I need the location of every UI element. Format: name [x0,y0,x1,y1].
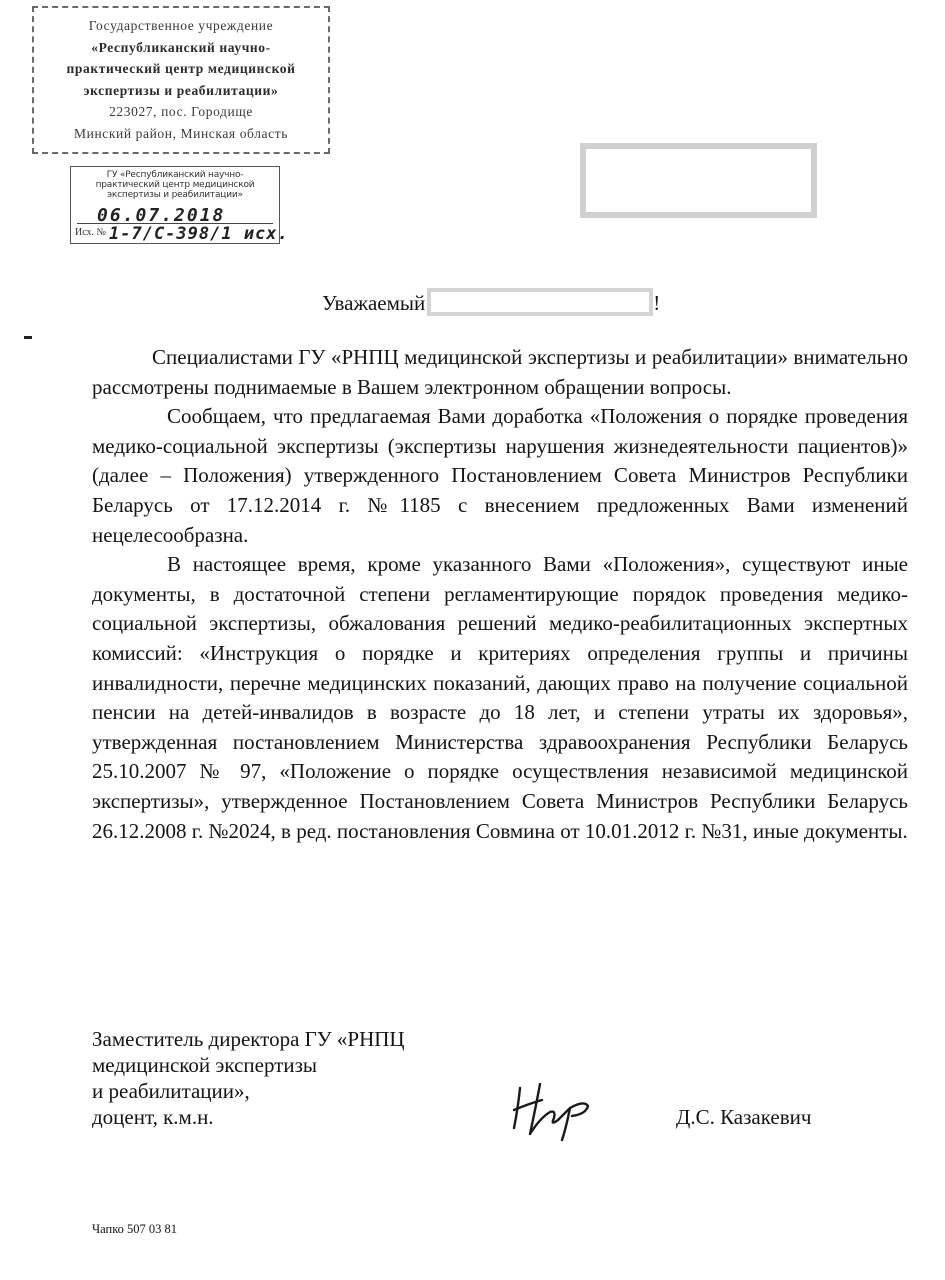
redacted-name [427,288,653,316]
greeting-suffix: ! [653,291,661,315]
registration-stamp-header [71,167,279,200]
registration-stamp [70,166,289,244]
letterhead-line: экспертизы и реабилитации» [83,82,279,98]
signer-position-line: доцент, к.м.н. [92,1105,214,1129]
letterhead-line: практический центр медицинской [66,61,296,76]
paragraph-2: Сообщаем, что предлагаемая Вами доработка «Положения о порядке проведения медико-социальной экспертизы (экспертизы нарушения жизнедеятельности пациентов)» (далее – Положения) утвержденного Постановлением Совета Министров Республики Беларусь от 17.12.2014 г. №1185 с внесением предложенных Вами изменений нецелесообразна. [92,404,908,547]
outgoing-number: 1-7/С-398/1 исх. [109,224,289,244]
letterhead-line: 223027, пос. Городище [109,104,253,119]
signer-position-line: медицинской экспертизы [92,1053,318,1077]
signer-position [92,1026,405,1130]
scan-speck [24,336,32,339]
letterhead-line: «Республиканский научно- [91,39,271,55]
handwritten-signature [500,1078,600,1144]
letterhead-stamp [32,6,330,154]
registration-date: 06.07.2018 [97,205,226,226]
letterhead-line: Государственное учреждение [88,18,274,33]
signer-position-line: и реабилитации», [92,1079,250,1103]
greeting-prefix: Уважаемый [322,291,426,315]
redacted-addressee-block [580,143,817,218]
registration-stamp-line: практический центр медицинской [95,180,255,190]
registration-stamp-line: экспертизы и реабилитации» [107,190,243,200]
paragraph-1: Специалистами ГУ «РНПЦ медицинской экспертизы и реабилитации» внимательно рассмотрены поднимаемые в Вашем электронном обращении вопросы. [92,345,908,399]
executor-contact: Чапко 507 03 81 [92,1222,178,1236]
letter-body [92,343,908,846]
letterhead-line: Минский район, Минская область [74,125,288,141]
paragraph-3: В настоящее время, кроме указанного Вами «Положения», существуют иные документы, в достаточной степени регламентирующие порядок проведения медико-социальной экспертизы, обжалования решений медико-реабилитационных экспертных комиссий: «Инструкция о порядке и критериях определения группы и причины инвалидности, перечне медицинских показаний, дающих право на получение социальной пенсии на детей-инвалидов в возрасте до 18 лет, и степени утраты их здоровья», утвержденная постановлением Министерства здравоохранения Республики Беларусь 25.10.2007 № 97, «Положение о порядке осуществления независимой медицинской экспертизы», утвержденное Постановлением Совета Министров Республики Беларусь 26.12.2008 г. №2024, в ред. постановления Совмина от 10.01.2012 г. №31, иные документы. [92,552,908,843]
registration-stamp-line: ГУ «Республиканский научно- [106,170,244,180]
outgoing-number-label: Исх. № [75,227,107,238]
signer-name: Д.С. Казакевич [676,1105,812,1129]
greeting [322,288,660,316]
signer-position-line: Заместитель директора ГУ «РНПЦ [92,1027,405,1051]
